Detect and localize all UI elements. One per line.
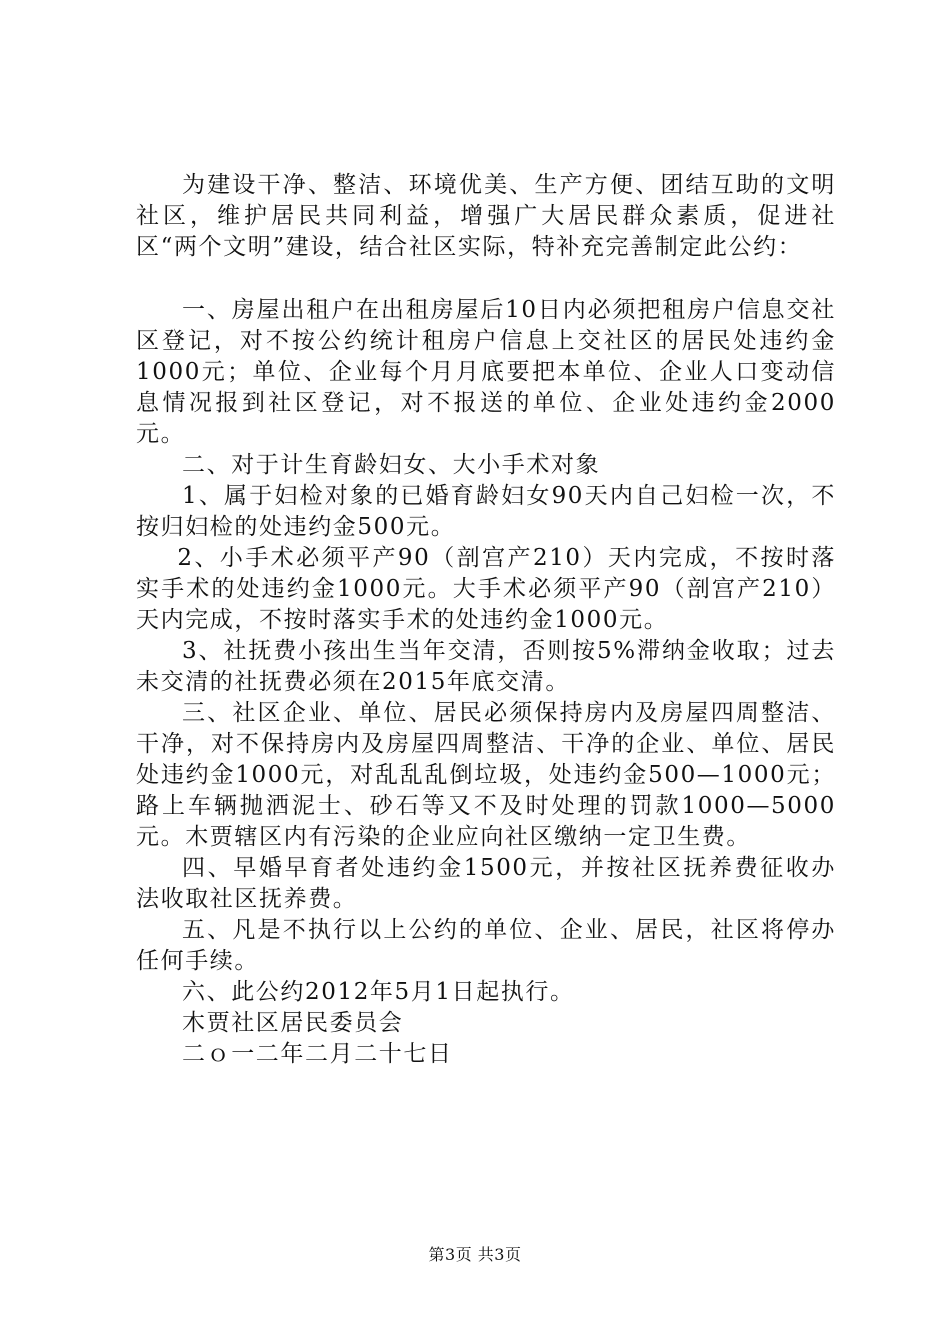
- intro-section: [136, 170, 836, 263]
- rule-3-paragraph: 三、社区企业、单位、居民必须保持房内及房屋四周整洁、干净，对不保持房内及房屋四周整洁、干净的企业、单位、居民处违约金1000元，对乱乱乱倒垃圾，处违约金500—1000元；路上车辆抛洒泥士、砂石等又不及时处理的罚款1000—5000元。木贾辖区内有污染的企业应向社区缴纳一定卫生费。: [136, 700, 836, 850]
- rule-2-item-3: 3、社抚费小孩出生当年交清，否则按5%滞纳金收取；过去未交清的社抚费必须在2015年底交清。: [136, 638, 836, 695]
- intro-paragraph: 为建设干净、整洁、环境优美、生产方便、团结互助的文明社区，维护居民共同利益，增强广大居民群众素质，促进社区“两个文明”建设，结合社区实际，特补充完善制定此公约：: [136, 172, 836, 260]
- rules-section: [136, 295, 836, 1070]
- rule-2-item-1: 1、属于妇检对象的已婚育龄妇女90天内自己妇检一次，不按归妇检的处违约金500元。: [136, 483, 836, 540]
- page-footer: 第3页 共3页: [428, 1245, 522, 1264]
- rule-4-paragraph: 四、早婚早育者处违约金1500元，并按社区抚养费征收办法收取社区抚养费。: [136, 855, 836, 912]
- signature-date: 二ｏ一二年二月二十七日: [182, 1041, 453, 1067]
- rule-1-paragraph: 一、房屋出租户在出租房屋后10日内必须把租房户信息交社区登记，对不按公约统计租房户信息上交社区的居民处违约金1000元；单位、企业每个月月底要把本单位、企业人口变动信息情况报到社区登记，对不报送的单位、企业处违约金2000元。: [136, 297, 836, 447]
- rule-2-item-2: 2、小手术必须平产90（剖宫产210）天内完成，不按时落实手术的处违约金1000元。大手术必须平产90（剖宫产210）天内完成，不按时落实手术的处违约金1000元。: [136, 545, 836, 633]
- signature-committee: 木贾社区居民委员会: [182, 1010, 404, 1036]
- rule-2-heading: 二、对于计生育龄妇女、大小手术对象: [182, 452, 601, 478]
- rule-6-paragraph: 六、此公约2012年5月1日起执行。: [182, 979, 575, 1005]
- rule-5-paragraph: 五、凡是不执行以上公约的单位、企业、居民，社区将停办任何手续。: [136, 917, 836, 974]
